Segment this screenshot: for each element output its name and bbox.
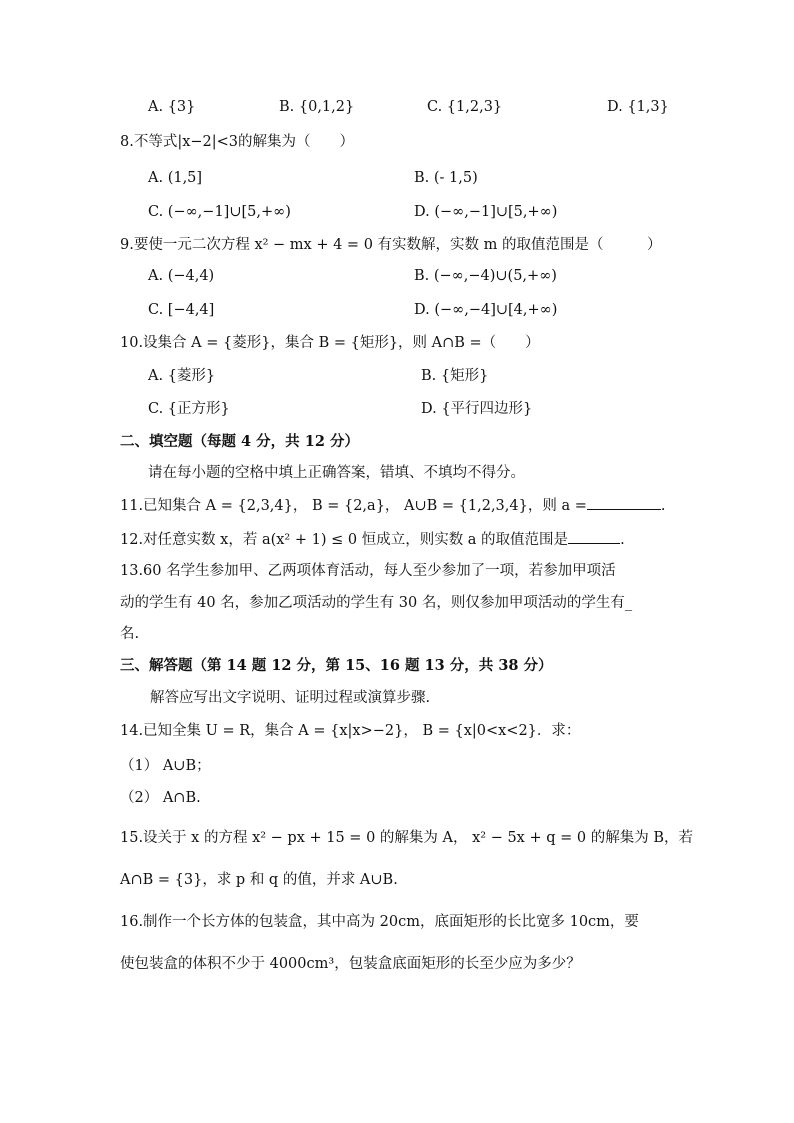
q10-option-a: A. {菱形} xyxy=(148,368,216,384)
q9-option-c: C. [−4,4] xyxy=(148,302,215,318)
q10-option-b: B. {矩形} xyxy=(421,368,489,384)
q14-stem: 14.已知全集 U = R，集合 A = {x|x>−2}， B = {x|0<x<2}．求： xyxy=(120,723,581,739)
q15-line-1: 15.设关于 x 的方程 x² − px + 15 = 0 的解集为 A， x² − 5x + q = 0 的解集为 B，若 xyxy=(120,830,693,846)
section2-heading: 二、填空题（每题 4 分，共 12 分） xyxy=(120,433,359,450)
q7-option-b: B. {0,1,2} xyxy=(279,99,355,115)
q7-option-d: D. {1,3} xyxy=(607,99,669,115)
q8-option-a: A. (1,5] xyxy=(148,170,203,186)
q12-answer-blank[interactable] xyxy=(568,529,620,544)
q16-line-2: 使包装盒的体积不少于 4000cm³，包装盒底面矩形的长至少应为多少？ xyxy=(120,956,581,972)
q13-line-3: 名. xyxy=(120,626,140,642)
q9-stem: 9.要使一元二次方程 x² − mx + 4 = 0 有实数解，实数 m 的取值范围是（ ） xyxy=(120,237,662,253)
q11-line xyxy=(120,495,665,516)
q12-stem: 12.对任意实数 x，若 a(x² + 1) ≤ 0 恒成立，则实数 a 的取值范围是 xyxy=(120,532,569,548)
q13-line-1: 13.60 名学生参加甲、乙两项体育活动，每人至少参加了一项，若参加甲项活 xyxy=(120,563,616,579)
q11-answer-blank[interactable] xyxy=(587,495,661,510)
q7-option-a: A. {3} xyxy=(148,99,196,115)
q14-part-2: （2） A∩B. xyxy=(120,790,201,806)
q8-option-c: C. (−∞,−1]∪[5,+∞) xyxy=(148,204,291,220)
q11-tail: . xyxy=(660,498,666,514)
q9-option-a: A. (−4,4) xyxy=(148,268,215,284)
section3-instruction: 解答应写出文字说明、证明过程或演算步骤. xyxy=(150,690,431,706)
q10-option-d: D. {平行四边形} xyxy=(421,401,533,417)
q14-part-1: （1） A∪B； xyxy=(120,758,211,774)
section3-heading: 三、解答题（第 14 题 12 分，第 15、16 题 13 分，共 38 分） xyxy=(120,657,553,674)
q10-stem: 10.设集合 A = {菱形}，集合 B = {矩形}，则 A∩B =（ ） xyxy=(120,335,540,351)
q15-line-2: A∩B = {3}，求 p 和 q 的值，并求 A∪B. xyxy=(120,872,398,888)
q9-option-b: B. (−∞,−4)∪(5,+∞) xyxy=(414,268,557,284)
q16-line-1: 16.制作一个长方体的包装盒，其中高为 20cm，底面矩形的长比宽多 10cm，要 xyxy=(120,914,639,930)
q8-stem: 8.不等式|x−2|<3的解集为（ ） xyxy=(120,134,355,150)
q11-stem: 11.已知集合 A = {2,3,4}， B = {2,a}， A∪B = {1,2,3,4}，则 a = xyxy=(120,498,587,514)
q8-option-d: D. (−∞,−1]∪[5,+∞) xyxy=(414,204,558,220)
section2-instruction: 请在每小题的空格中填上正确答案，错填、不填均不得分。 xyxy=(148,465,525,481)
q8-option-b: B. (- 1,5) xyxy=(414,170,478,186)
q12-line xyxy=(120,529,625,550)
q12-tail: . xyxy=(620,532,625,548)
q13-line-2: 动的学生有 40 名，参加乙项活动的学生有 30 名，则仅参加甲项活动的学生有_ xyxy=(120,595,633,611)
q7-option-c: C. {1,2,3} xyxy=(427,99,503,115)
q9-option-d: D. (−∞,−4]∪[4,+∞) xyxy=(414,302,558,318)
q10-option-c: C. {正方形} xyxy=(148,401,230,417)
